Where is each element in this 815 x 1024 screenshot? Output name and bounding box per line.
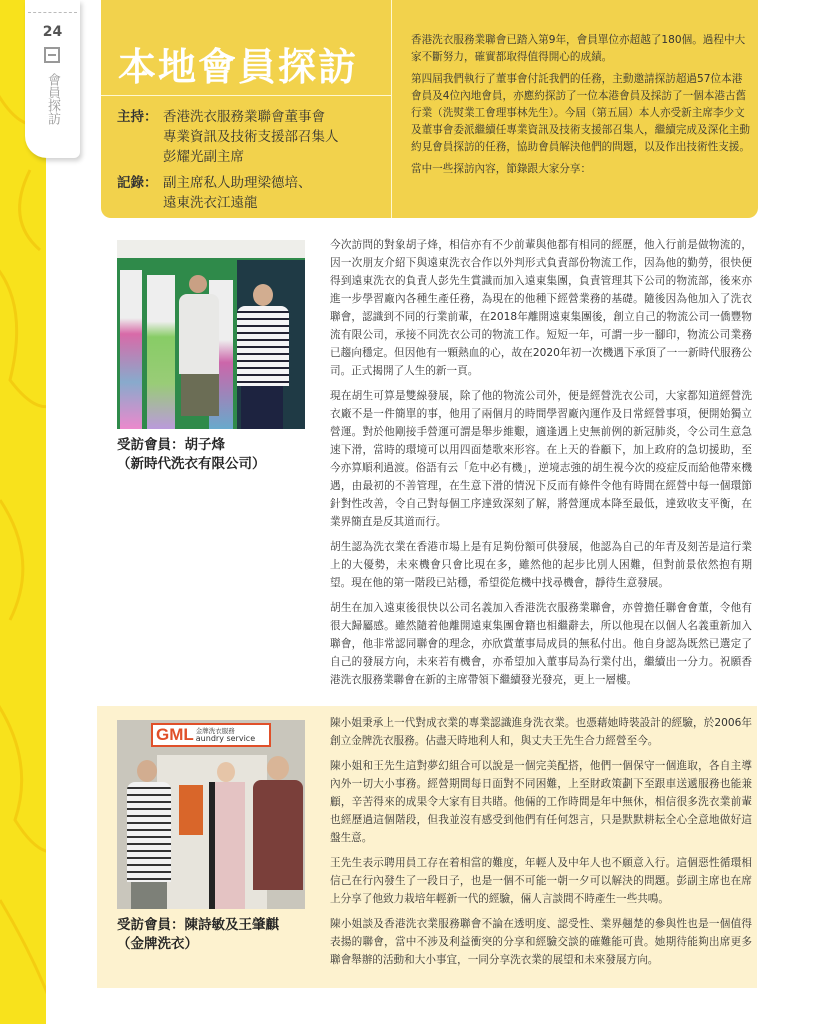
body-paragraph: 胡生認為洗衣業在香港市場上是有足夠份額可供發展，他認為自己的年青及刻苦是這行業上的大優勢，未來機會只會比現在多，雖然他的起步比別人困難，但對前景依然抱有期望。現在他的第一階段已站穩，希望從危機中找尋機會，靜待生意發展。	[330, 541, 752, 589]
intro-paragraph: 當中一些探訪內容，節錄跟大家分享：	[411, 163, 592, 175]
body-paragraph: 今次訪問的對象胡子烽，相信亦有不少前輩與他都有相同的經歷，他入行前是做物流的，因一次朋友介紹下與遠東洗衣合作以外判形式負責部份物流工作，因為他的勤勞，很快便得到遠東洗衣的負責人彭先生賞識而加入遠東集團，負責管理其下公司的物流部，後來亦進一步學習廠內各種生產任務，為現在的他種下經營業務的基礎。隨後因為他加入了洗衣聯會，認識到不同的行業前輩，在2018年離開遠東集團後，創立自己的物流公司一僑豐物流有限公司，承接不同洗衣公司的物流工作。短短一年，可謂一步一腳印，物流公司業務已趨向穩定。但因他有一顆熱血的心，故在2020年初一次機遇下承頂了一一新時代服務公司。正式揭開了人生的新一頁。	[330, 239, 752, 377]
host-line: 彭耀光副主席	[163, 149, 244, 165]
intro-paragraph: 第四屆我們執行了董事會付託我們的任務，主動邀請探訪超過57位本港會員及4位內地會員，亦應約探訪了一位本港會員及採訪了一個本港古舊行業（洗熨業工會理事林先生）。今屆（第五屆）本人亦受新主席李少文及董事會委派繼續任專業資訊及技術支援部召集人，繼續完成及深化主動約見會員探訪的任務，協助會員解決他們的問題，以及作出技術性支援。	[411, 73, 750, 153]
header-divider	[391, 0, 392, 218]
body-paragraph: 王先生表示聘用員工存在着相當的難度，年輕人及中年人也不願意入行。這個惡性循環相信己在行內發生了一段日子，也是一個不可能一朝一夕可以解決的問題。彭副主席也在席上分享了他致力栽培年輕新一代的經驗，倆人言談間不時產生一些共鳴。	[330, 857, 752, 905]
interview-1-caption	[117, 436, 266, 474]
section-label: 會員探訪	[45, 73, 60, 125]
sign-english: aundry service	[195, 734, 256, 743]
page-title: 本地會員探訪	[118, 45, 359, 89]
body-paragraph: 陳小姐秉承上一代對成衣業的專業認識進身洗衣業。也憑藉她時裝設計的經驗，於2006年創立金牌洗衣服務。佔盡天時地利人和，與丈夫王先生合力經營至今。	[330, 717, 752, 747]
shop-sign	[151, 723, 271, 747]
interview-photo-2	[117, 720, 305, 909]
title-divider	[101, 95, 391, 96]
body-paragraph: 陳小姐和王先生這對夢幻組合可以說是一個完美配搭，他們一個保守一個進取，各自主導內外一切大小事務。經營期間每日面對不同困難，上至財政策劃下至跟車送遞服務也能兼顧，辛苦得來的成果令大家有目共睹。他倆的工作時間是年中無休，相信很多洗衣業前輩也經歷過這個階段，但我並沒有感受到他們有任何怨言，只是默默耕耘全心全意地做好這盤生意。	[330, 760, 752, 844]
interview-photo-1	[117, 240, 305, 429]
body-paragraph: 現在胡生可算是雙線發展，除了他的物流公司外，便是經營洗衣公司，大家都知道經營洗衣廠不是一件簡單的事，他用了兩個月的時間學習廠內運作及日常經營事項，便開始獨立營運。對於他剛接手營運可謂是舉步維艱，適逢遇上史無前例的新冠肺炎，令公司生意急速下滑，當時的環境可以用四面楚歌來形容。在上天的眷顧下，加上政府的急切援助，至今亦算順利過渡。俗語有云「危中必有機」，逆境志強的胡生視今次的疫症反而給他帶來機遇，由最初的不善管理，在生意下滑的情況下反而有條件令他有時間在經營中每一個環節針對性改善，令自己對每個工序達致深刻了解，將營運成本降至最低，達致收支平衡，在業界簡直是反其道而行。	[330, 390, 752, 528]
record-line: 遠東洗衣江遠龍	[163, 195, 258, 211]
page-number: 24	[42, 24, 63, 40]
record-label: 記錄：	[117, 175, 158, 191]
host-line: 香港洗衣服務業聯會董事會	[163, 109, 325, 125]
caption-name: 受訪會員：胡子烽	[117, 437, 225, 453]
interview-2-text	[330, 714, 752, 976]
host-line: 專業資訊及技術支援部召集人	[163, 129, 339, 145]
intro-text	[411, 32, 751, 183]
credits	[117, 107, 339, 219]
header-panel	[101, 0, 758, 218]
caption-company: （金牌洗衣）	[117, 936, 198, 952]
caption-company: （新時代洗衣有限公司）	[117, 456, 266, 472]
interview-2-caption	[117, 916, 279, 954]
section-box-icon	[44, 47, 60, 63]
host-label: 主持：	[117, 109, 158, 125]
intro-paragraph: 香港洗衣服務業聯會已踏入第9年，會員單位亦超越了180個。過程中大家不斷努力，確實都取得值得開心的成績。	[411, 34, 746, 63]
record-line: 副主席私人助理梁德培、	[163, 175, 312, 191]
body-paragraph: 陳小姐談及香港洗衣業服務聯會不論在透明度、認受性、業界翹楚的參與性也是一個值得表揚的聯會，當中不涉及利益衝突的分享和經驗交談的確難能可貴。她期待能夠出席更多聯會舉辦的活動和大小事宜，一同分享洗衣業的展望和未來發展方向。	[330, 918, 752, 966]
interview-1-text	[330, 236, 752, 696]
body-paragraph: 胡生在加入遠東後很快以公司名義加入香港洗衣服務業聯會，亦曾擔任聯會會董，令他有很大歸屬感。雖然隨着他離開遠東集團會籍也相繼辭去，所以他現在以個人名義重新加入聯會，他非常認同聯會的理念，亦欣賞董事局成員的無私付出。他自身認為既然已選定了自己的發展方向，未來若有機會，亦希望加入董事局為行業付出，繼續出一分力。祝願香港洗衣服務業聯會在新的主席帶領下繼續發光發亮，更上一層樓。	[330, 602, 752, 686]
caption-name: 受訪會員：陳詩敏及王肇麒	[117, 917, 279, 933]
sign-brand: GML	[156, 725, 194, 744]
sign-chinese: 金牌洗衣服務	[195, 727, 235, 735]
perforation-divider	[28, 12, 77, 13]
section-tab	[25, 0, 80, 158]
